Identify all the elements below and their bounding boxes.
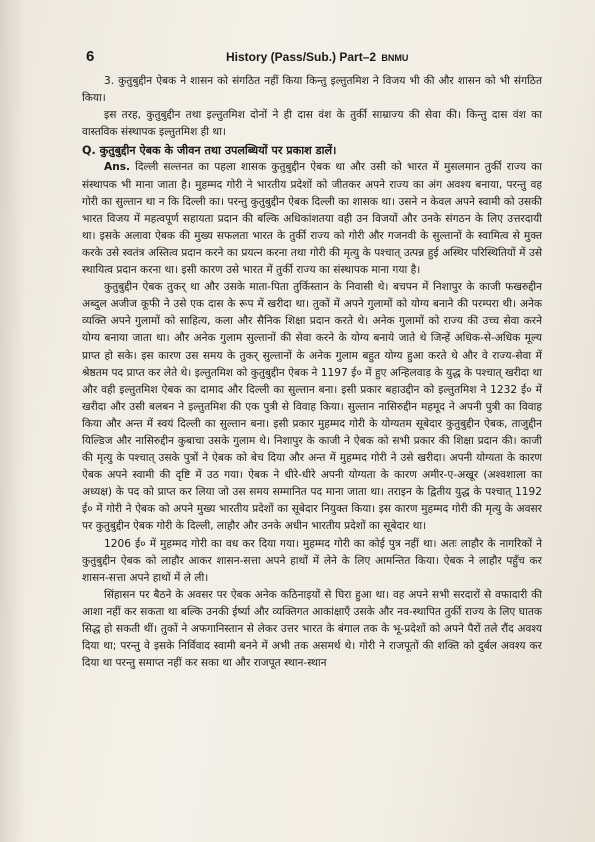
question-text: कुतुबुद्दीन ऐबक के जीवन तथा उपलब्धियों पर प्रकाश डालें। (99, 144, 337, 158)
paragraph-difficulties: सिंहासन पर बैठने के अवसर पर ऐबक अनेक कठिनाइयों से घिरा हुआ था। वह अपने सभी सरदारों से वफादारी की आशा नहीं कर सकता था बल्कि उनकी ईर्ष्या और व्यक्तिगत आकांक्षाएँ उसके और नव-स्थापित तुर्की राज्य के लिए घातक सिद्ध हो सकती थीं। तुकों ने अफगानिस्तान से लेकर उत्तर भारत के बंगाल तक के भू-प्रदेशों को अपने पैरों तले रौंद अवश्य दिया था; परन्तु वे इसके निर्विवाद स्वामी बनने में अभी तक असमर्थ थे। गोरी ने राजपूतों की शक्ति को दुर्बल अवश्य कर दिया था परन्तु समाप्त नहीं कर सका था और राजपूत स्थान-स्थान (82, 588, 542, 670)
answer-label: Ans. (104, 161, 131, 174)
running-title-tag: BNMU (381, 53, 409, 63)
running-title-text: History (Pass/Sub.) Part–2 (226, 50, 377, 64)
answer-text: दिल्ली सल्तनत का पहला शासक कुतुबुद्दीन ऐबक था और उसी को भारत में मुसलमान तुर्की राज्य का संस्थापक भी माना जाता है। मुहम्मद गोरी ने भारतीय प्रदेशों को जीतकर अपने राज्य का अंग अवश्य बनाया, परन्तु वह गोरी का सुल्तान था न कि दिल्ली का। परन्तु कुतुबुद्दीन ऐबक दिल्ली का शासक था। उसने न केवल अपने स्वामी को उसकी भारत विजय में महत्वपूर्ण सहायता प्रदान की बल्कि अधिकांशतया वही उन विजयों और उनके संगठन के लिए उत्तरदायी था। इसके अलावा ऐबक की मुख्य सफलता भारत के तुर्की राज्य को गोरी और गजनवी के सुल्तानों के स्वामित्व से मुक्त करके उसे स्वतंत्र अस्तित्व प्रदान करने का प्रयत्न करना तथा गोरी की मृत्यु के पश्चात् उत्पन्न हुई अस्थिर परिस्थितियों में उसे स्थायित्व प्रदान करना था। इसी कारण उसे भारत में तुर्की राज्य का संस्थापक माना गया है। (82, 161, 543, 277)
question-label: Q. (82, 144, 96, 158)
question-heading (82, 142, 542, 159)
page-number: 6 (86, 48, 95, 65)
body-text (82, 73, 542, 672)
paragraph-point-3: 3. कुतुबुद्दीन ऐबक ने शासन को संगठित नहीं किया किन्तु इल्तुतमिश ने विजय भी की और शासन को भी संगठित किया। (82, 75, 542, 105)
paragraph-1206: 1206 ई० में मुहम्मद गोरी का वध कर दिया गया। मुहम्मद गोरी का कोई पुत्र नहीं था। अतः लाहौर के नागरिकों ने कुतुबुद्दीन ऐबक को लाहौर आकर शासन-सत्ता अपने हाथों में लेने के लिए आमन्तित किया। ऐबक ने लाहौर पहुँच कर शासन-सत्ता अपने हाथों में ले ली। (82, 537, 542, 584)
paragraph-conclusion: इस तरह, कुतुबुद्दीन तथा इल्तुतमिश दोनों ने ही दास वंश के तुर्की साम्राज्य की सेवा की। किन्तु दास वंश का वास्तविक संस्थापक इल्तुतमिश ही था। (82, 109, 542, 139)
page-header (86, 48, 555, 70)
answer-paragraph (82, 159, 542, 279)
page-fold-shadow (0, 0, 26, 842)
paragraph-early-life: कुतुबुद्दीन ऐबक तुकर् था और उसके माता-पिता तुर्किस्तान के निवासी थे। बचपन में निशापुर के काजी फखरुद्दीन अब्दुल अजीज कूफी ने उसे एक दास के रूप में खरीदा था। तुकों में अपने गुलामों को योग्य बनाने की परम्परा थी। अनेक व्यक्ति अपने गुलामों को साहित्य, कला और सैनिक शिक्षा प्रदान करते थे। अनेक गुलामों को राज्य की उच्च सेवा करने योग्य बनाया जाता था। और अनेक गुलाम सुल्तानों की सेवा करने के योग्य बनाये जाते थे जिन्हें अधिक-से-अधिक मूल्य प्राप्त हो सके। इस कारण उस समय के तुकर् सुल्तानों के अनेक गुलाम बहुत योग्य हुआ करते थे और वे राज्य-सेवा में श्रेष्ठतम पद प्राप्त कर लेते थे। इल्तुतमिश को कुतुबुद्दीन ऐबक ने 1197 ई० में हुए अन्हिलवाड़ के युद्ध के पश्चात् खरीदा था और वही इल्तुतमिश ऐबक का दामाद और दिल्ली का सुल्तान बना। इसी प्रकार बहाउद्दीन को इल्तुतमिश ने 1232 ई० में खरीदा और उसी बलबन ने इल्तुतमिश की एक पुत्री से विवाह किया। सुल्तान नासिरुद्दीन महमूद ने अपनी पुत्री का विवाह किया और अन्त में स्वयं दिल्ली का सुल्तान बना। इसी प्रकार मुहम्मद गोरी के योग्यतम सूबेदार कुतुबुद्दीन ऐबक, ताजुद्दीन यिल्डिज और नासिरुद्दीन कुबाचा उसके गुलाम थे। निशापुर के काजी ने ऐबक को सभी प्रकार की शिक्षा प्रदान की। काजी की मृत्यु के पश्चात् उसके पुत्रों ने ऐबक को बेच दिया और अन्त में मुहम्मद गोरी ने उसे खरीदा। अपनी योग्यता के कारण ऐबक अपने स्वामी की दृष्टि में उठ गया। ऐबक ने धीरे-धीरे अपनी योग्यता के कारण अमीर-ए-अखूर (अश्वशाला का अध्यक्ष) के पद को प्राप्त कर लिया जो उस समय सम्मानित पद माना जाता था। तराइन के द्वितीय युद्ध के पश्चात् 1192 ई० में गोरी ने ऐबक को अपने मुख्य भारतीय प्रदेशों का सूबेदार नियुक्त किया। इस कारण मुहम्मद गोरी की मृत्यु के अवसर पर कुतुबुद्दीन ऐबक गोरी के दिल्ली, लाहौर और उनके अधीन भारतीय प्रदेशों का सूबेदार था। (82, 281, 542, 533)
running-title (226, 50, 408, 64)
